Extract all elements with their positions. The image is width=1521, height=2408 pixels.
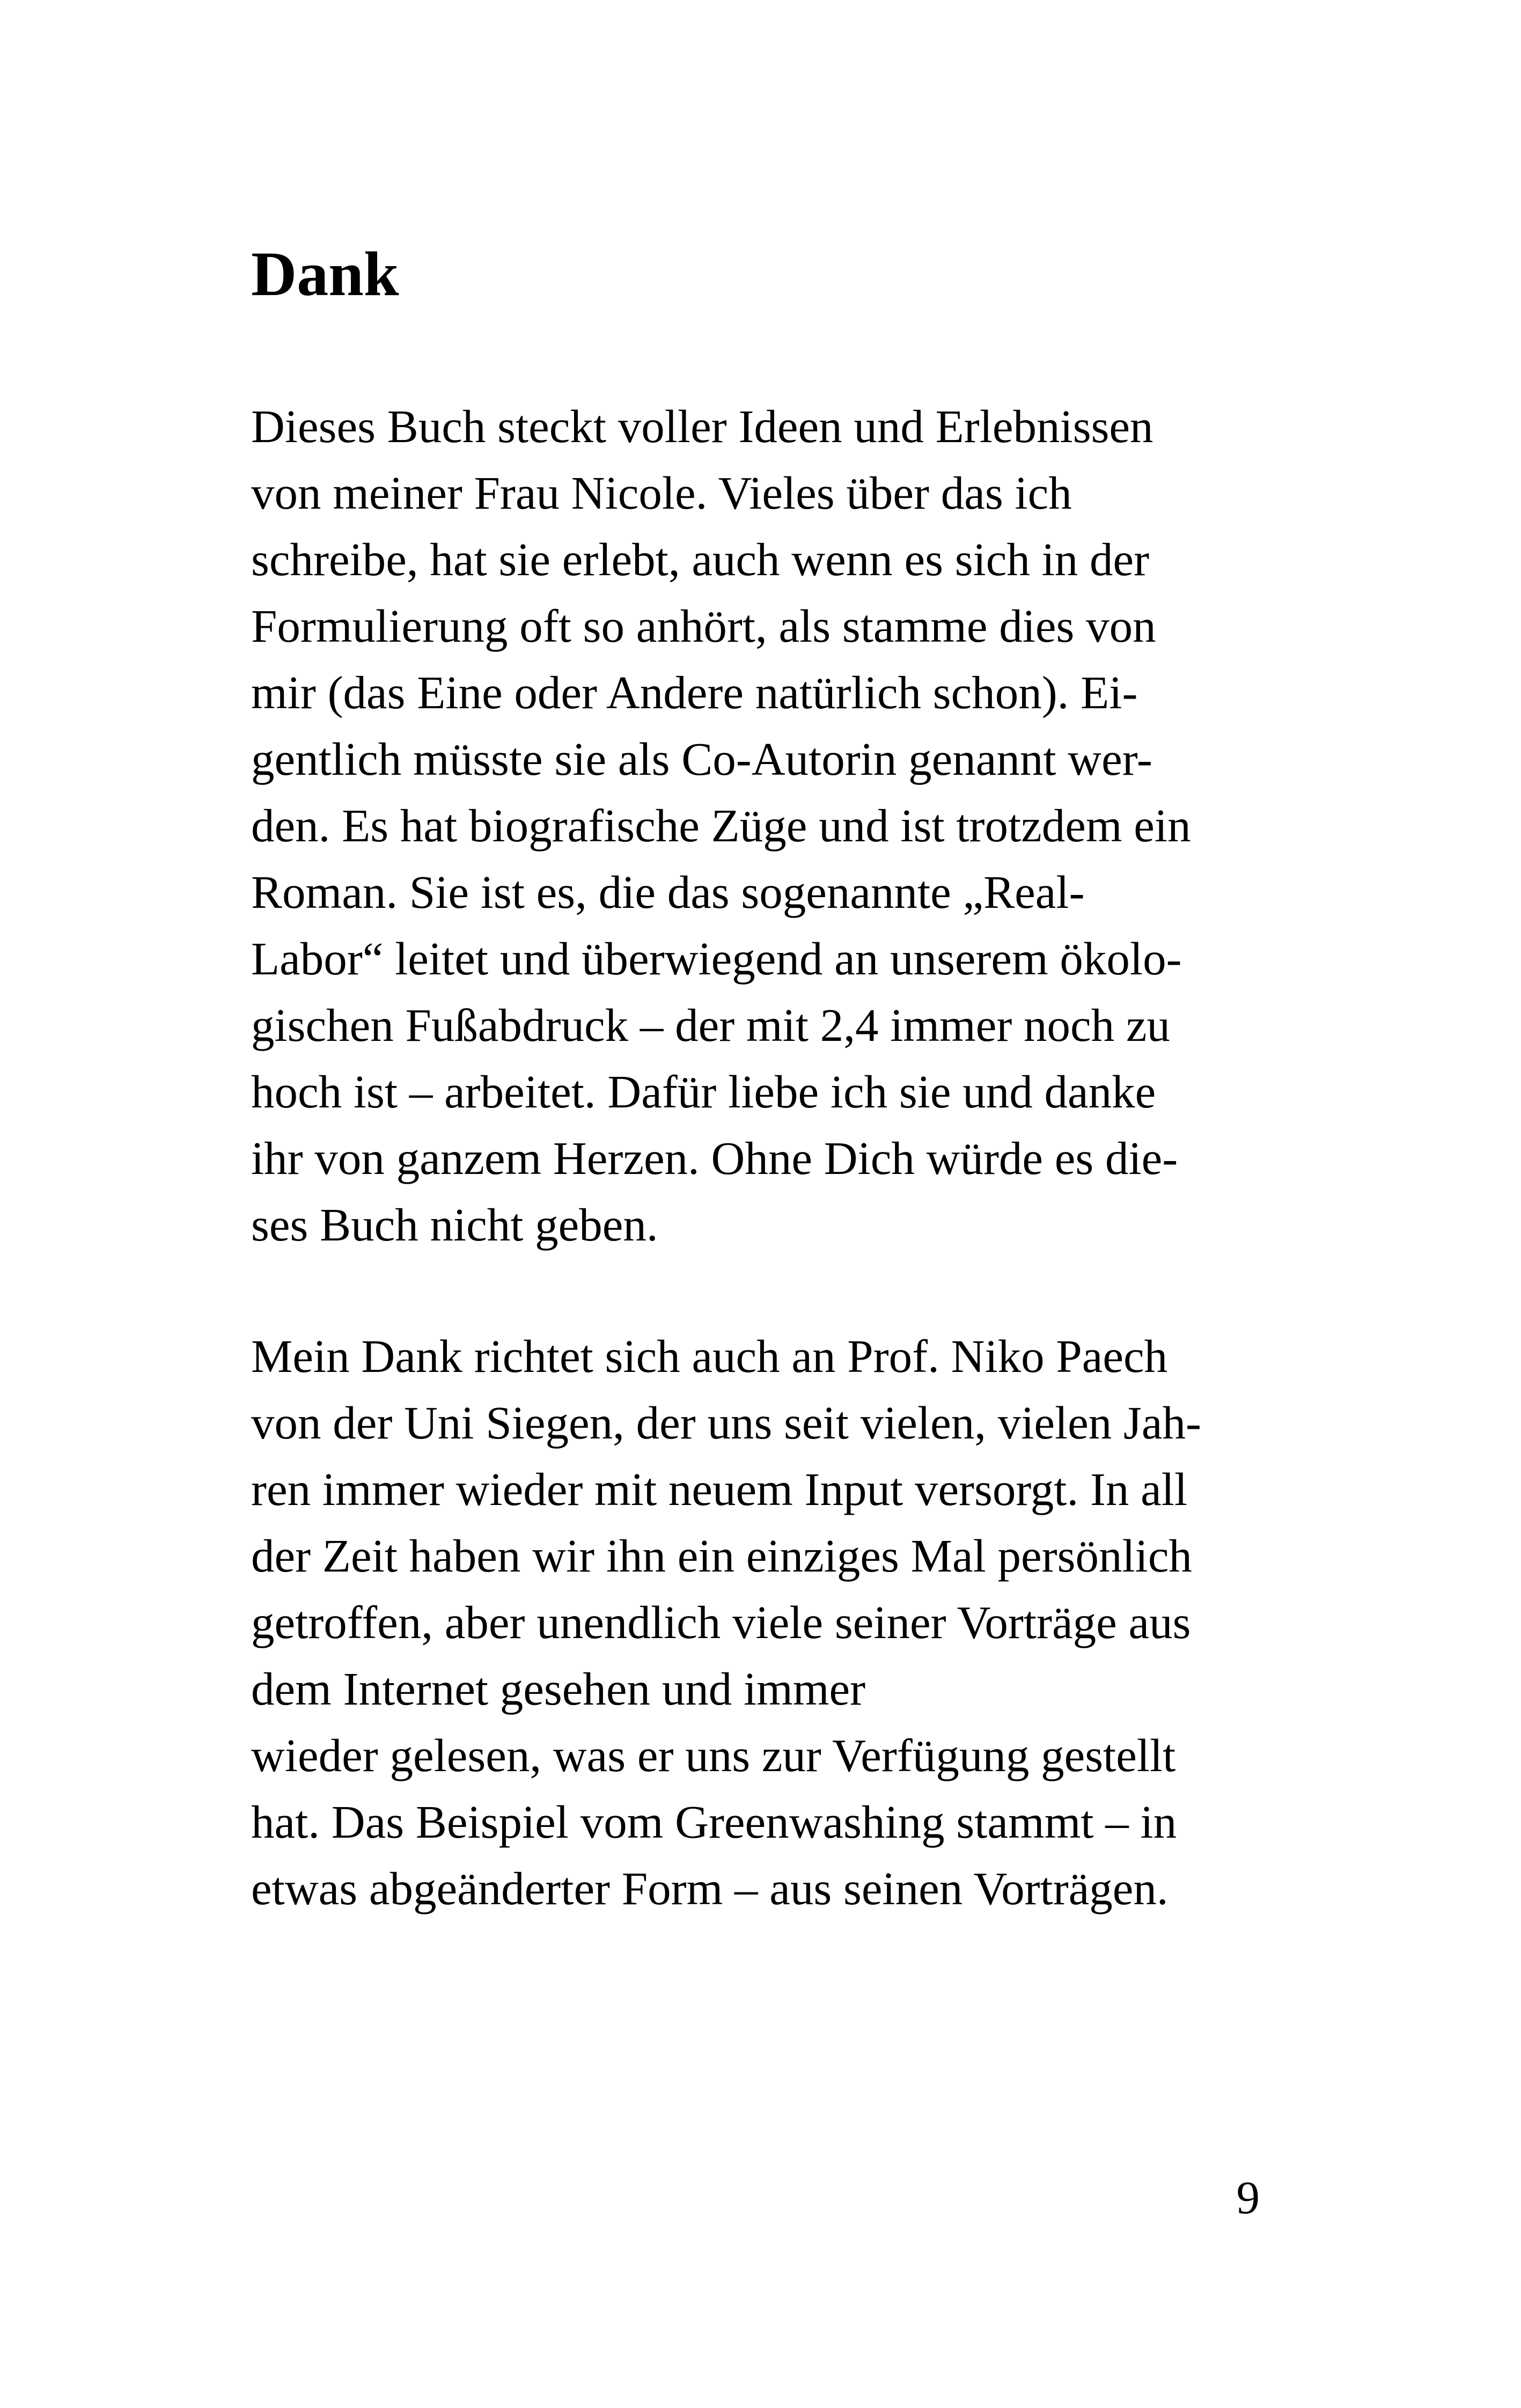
text-line: von meiner Frau Nicole. Vieles über das ich <box>251 467 1072 519</box>
text-line: Dieses Buch steckt voller Ideen und Erlebnissen <box>251 400 1153 452</box>
text-line: hoch ist – arbeitet. Dafür liebe ich sie und danke <box>251 1066 1156 1118</box>
text-line: hat. Das Beispiel vom Greenwashing stammt – in <box>251 1796 1177 1848</box>
text-line: Mein Dank richtet sich auch an Prof. Niko Paech <box>251 1330 1168 1382</box>
text-line: den. Es hat biografische Züge und ist trotzdem ein <box>251 799 1191 851</box>
text-line: mir (das Eine oder Andere natürlich schon). Ei- <box>251 666 1138 718</box>
page-number: 9 <box>1236 2171 1260 2223</box>
paragraph-thanks-wife <box>251 393 1270 1258</box>
text-line: ses Buch nicht geben. <box>251 1199 658 1251</box>
text-line: Roman. Sie ist es, die das sogenannte „Real- <box>251 866 1085 918</box>
text-line: der Zeit haben wir ihn ein einziges Mal persönlich <box>251 1530 1192 1582</box>
text-line: Labor“ leitet und überwiegend an unserem ökolo- <box>251 933 1182 985</box>
text-line: getroffen, aber unendlich viele seiner Vorträge aus <box>251 1596 1191 1648</box>
text-line: etwas abgeänderter Form – aus seinen Vorträgen. <box>251 1862 1169 1914</box>
text-line: gischen Fußabdruck – der mit 2,4 immer noch zu <box>251 999 1171 1051</box>
text-line: gentlich müsste sie als Co-Autorin genannt wer- <box>251 733 1152 785</box>
text-line: ren immer wieder mit neuem Input versorgt. In all <box>251 1463 1188 1515</box>
paragraph-thanks-professor <box>251 1323 1270 1922</box>
text-line: von der Uni Siegen, der uns seit vielen, vielen Jah- <box>251 1397 1201 1449</box>
text-line: wieder gelesen, was er uns zur Verfügung gestellt <box>251 1729 1176 1781</box>
chapter-heading: Dank <box>251 239 399 309</box>
text-line: dem Internet gesehen und immer <box>251 1663 866 1715</box>
text-line: Formulierung oft so anhört, als stamme dies von <box>251 600 1156 652</box>
text-line: ihr von ganzem Herzen. Ohne Dich würde es die- <box>251 1132 1178 1184</box>
text-line: schreibe, hat sie erlebt, auch wenn es sich in der <box>251 533 1150 585</box>
